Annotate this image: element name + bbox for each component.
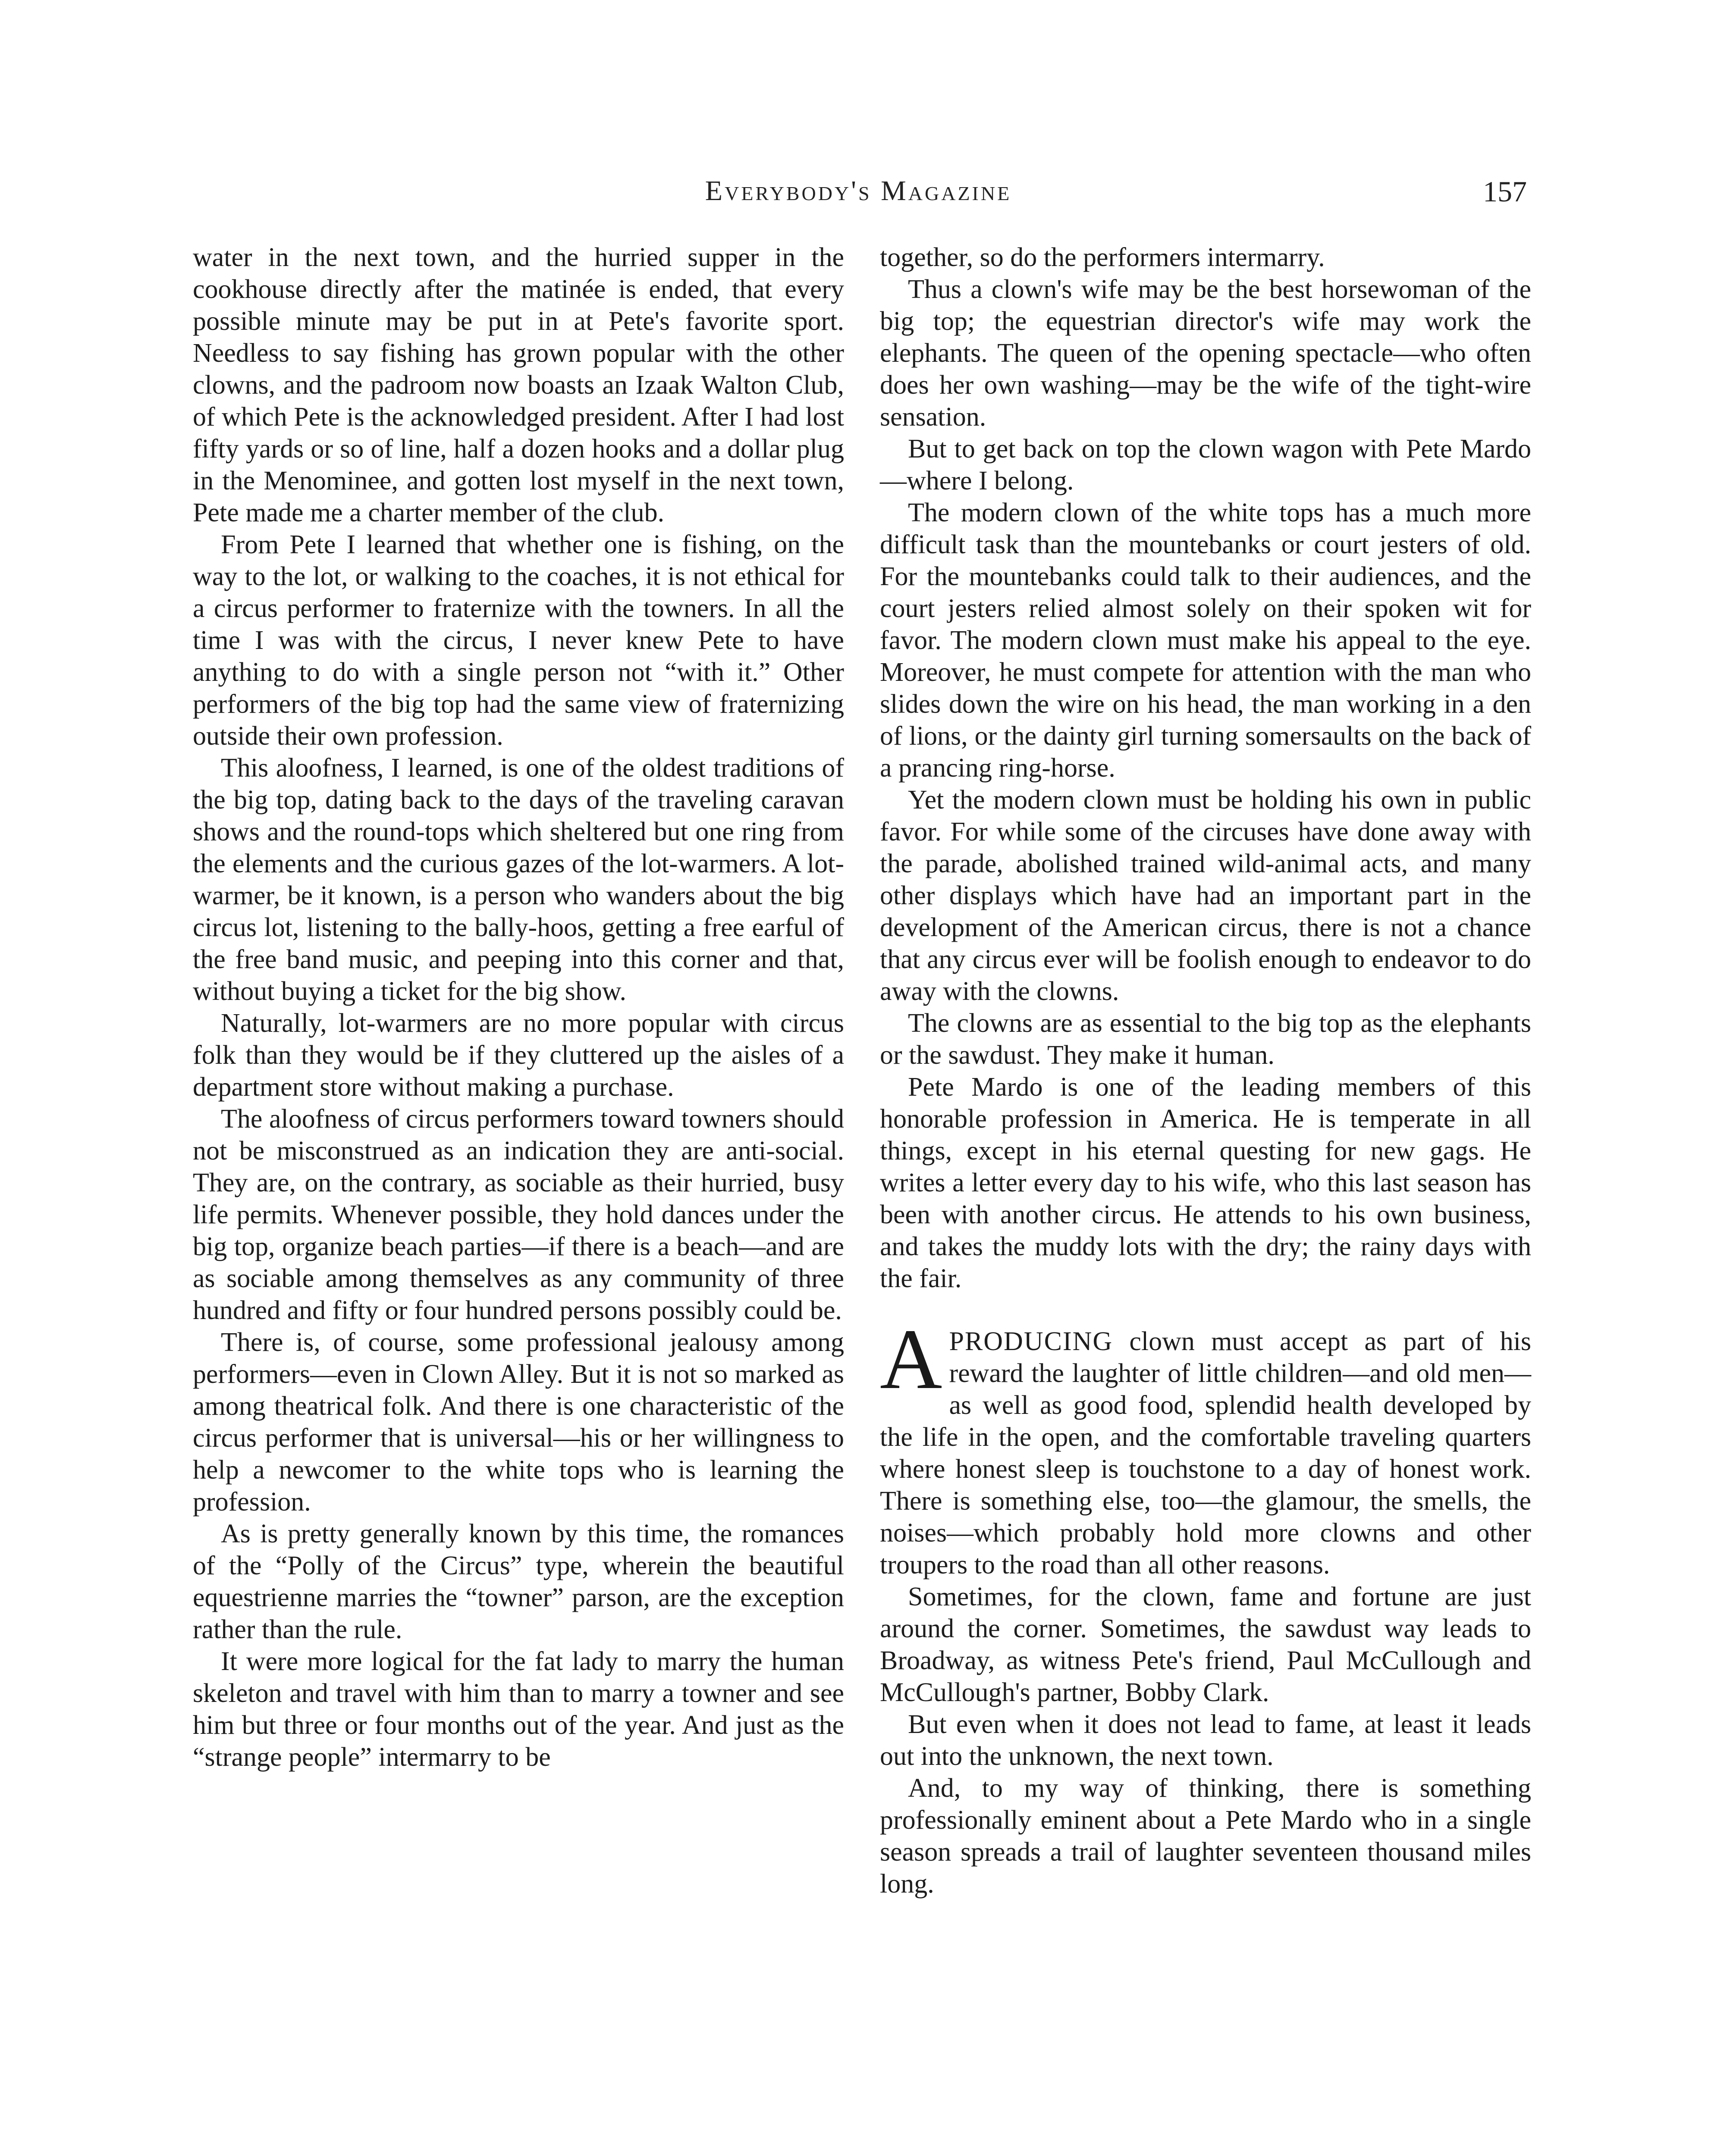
paragraph: It were more logical for the fat lady to marry the human skeleton and travel with him than to marry a towner and see him but three or four months out of the year. And just as the “strange people” intermarry to be [193, 1647, 844, 1772]
drop-cap: A [880, 1312, 942, 1407]
paragraph: There is, of course, some professional jealousy among performers—even in Clown Alley. But it is not so marked as among theatrical folk. And there is one characteristic of the circus performer that is universal—his or her willingness to help a newcomer to the white tops who is learning the profession. [193, 1328, 844, 1517]
paragraph: As is pretty generally known by this time, the romances of the “Polly of the Circus” type, wherein the beautiful equestrienne marries the “towner” parson, are the exception rather than the rule. [193, 1519, 844, 1644]
page-header [190, 175, 1527, 222]
paragraph: From Pete I learned that whether one is fishing, on the way to the lot, or walking to the coaches, it is not ethical for a circus performer to fraternize with the towners. In all the time I was with the circus, I never knew Pete to have anything to do with a single person not “with it.” Other performers of the big top had the same view of fraternizing outside their own profession. [193, 530, 844, 751]
paragraph: But even when it does not lead to fame, at least it leads out into the unknown, the next town. [880, 1710, 1531, 1771]
paragraph: The modern clown of the white tops has a much more difficult task than the mountebanks or court jesters of old. For the mountebanks could talk to their audiences, and the court jesters relied almost solely on their spoken wit for favor. The modern clown must make his appeal to the eye. Moreover, he must compete for attention with the man who slides down the wire on his head, the man working in a den of lions, or the dainty girl turning somersaults on the back of a prancing ring-horse. [880, 498, 1531, 783]
paragraph: And, to my way of thinking, there is something professionally eminent about a Pete Mardo who in a single season spreads a trail of laughter seventeen thousand miles long. [880, 1774, 1531, 1899]
paragraph: water in the next town, and the hurried supper in the cookhouse directly after the matinée is ended, that every possible minute may be put in at Pete's favorite sport. Needless to say fishing has grown popular with the other clowns, and the padroom now boasts an Izaak Walton Club, of which Pete is the acknowledged president. After I had lost fifty yards or so of line, half a dozen hooks and a dollar plug in the Menominee, and gotten lost myself in the next town, Pete made me a charter member of the club. [193, 243, 844, 527]
dropcap-paragraph [880, 1312, 1531, 1581]
dropcap-paragraph-text: clown must accept as part of his reward the laughter of little children—and old men—as well as good food, splendid health developed by the life in the open, and the comfortable traveling quarters where honest sleep is touchstone to a day of honest work. There is something else, too—the glamour, the smells, the noises—which probably hold more clowns and other troupers to the road than all other reasons. [880, 1327, 1531, 1579]
paragraph: Sometimes, for the clown, fame and fortune are just around the corner. Sometimes, the sawdust way leads to Broadway, as witness Pete's friend, Paul McCullough and McCullough's partner, Bobby Clark. [880, 1582, 1531, 1707]
right-column [880, 241, 1531, 1900]
paragraph: together, so do the performers intermarry. [880, 243, 1325, 272]
paragraph: The clowns are as essential to the big top as the elephants or the sawdust. They make it human. [880, 1009, 1531, 1070]
paragraph: Thus a clown's wife may be the best horsewoman of the big top; the equestrian director's wife may work the elephants. The queen of the opening spectacle—who often does her own washing—may be the wife of the tight-wire sensation. [880, 275, 1531, 432]
paragraph: Naturally, lot-warmers are no more popular with circus folk than they would be if they cluttered up the aisles of a department store without making a purchase. [193, 1009, 844, 1102]
running-head: Everybody's Magazine [705, 175, 1012, 207]
left-column [193, 241, 844, 1773]
paragraph: The aloofness of circus performers toward towners should not be misconstrued as an indication they are anti-social. They are, on the contrary, as sociable as their hurried, busy life permits. Whenever possible, they hold dances under the big top, organize beach parties—if there is a beach—and are as sociable among themselves as any community of three hundred and fifty or four hundred persons possibly could be. [193, 1104, 844, 1325]
page-number: 157 [1483, 175, 1527, 208]
paragraph: This aloofness, I learned, is one of the oldest traditions of the big top, dating back to the days of the traveling caravan shows and the round-tops which sheltered but one ring from the elements and the curious gazes of the lot-warmers. A lot-warmer, be it known, is a person who wanders about the big circus lot, listening to the bally-hoos, getting a free earful of the free band music, and peeping into this corner and that, without buying a ticket for the big show. [193, 753, 844, 1006]
paragraph: Pete Mardo is one of the leading members of this honorable profession in America. He is temperate in all things, except in his eternal questing for new gags. He writes a letter every day to his wife, who this last season has been with another circus. He attends to his own business, and takes the muddy lots with the dry; the rainy days with the fair. [880, 1072, 1531, 1293]
dropcap-lead-word: PRODUCING [949, 1327, 1113, 1356]
paragraph: But to get back on top the clown wagon with Pete Mardo—where I belong. [880, 434, 1531, 495]
paragraph: Yet the modern clown must be holding his own in public favor. For while some of the circuses have done away with the parade, abolished trained wild-animal acts, and many other displays which have had an important part in the development of the American circus, there is not a chance that any circus ever will be foolish enough to endeavor to do away with the clowns. [880, 785, 1531, 1006]
